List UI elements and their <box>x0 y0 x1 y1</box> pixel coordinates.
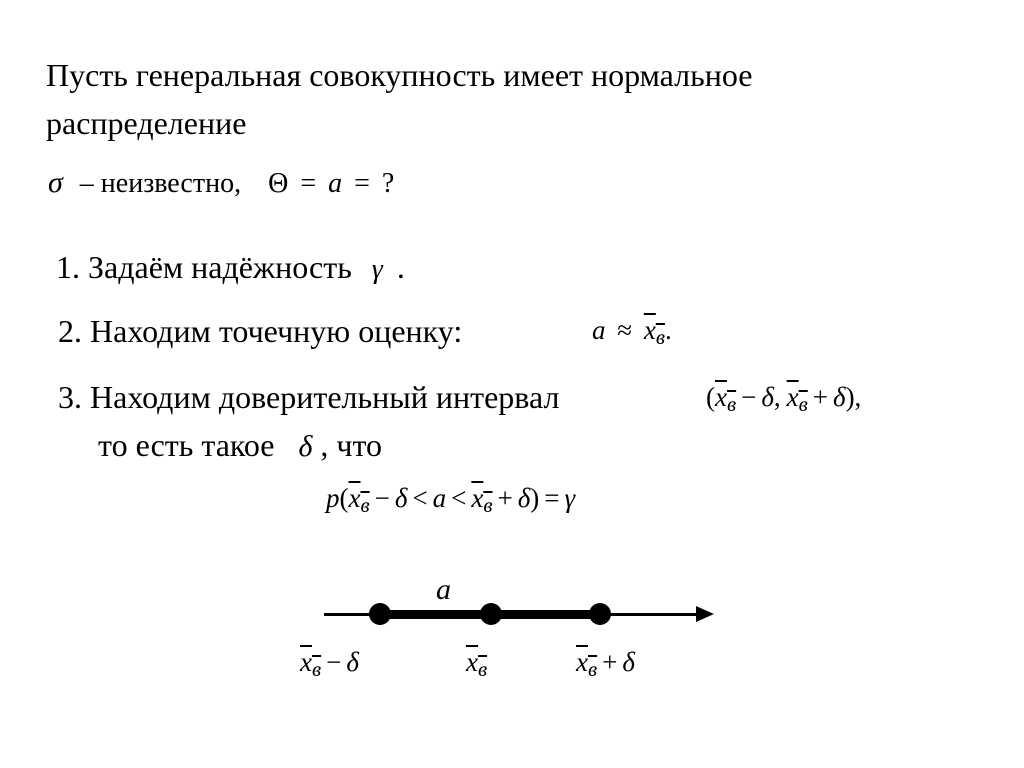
center-dot <box>480 603 502 625</box>
plus-sign: + <box>497 483 513 513</box>
center-label-a: a <box>436 573 451 606</box>
step-1 <box>56 248 405 289</box>
p-symbol: p <box>326 483 340 513</box>
left-endpoint-label <box>300 646 359 680</box>
condition-line <box>48 166 394 201</box>
delta-symbol: δ <box>394 483 408 513</box>
subscript-v: в <box>483 493 493 517</box>
delta-symbol: δ <box>833 382 846 412</box>
subscript-v: в <box>311 657 322 681</box>
sample-mean <box>300 647 322 681</box>
step-3-text: 3. Находим доверительный интервал <box>58 379 560 415</box>
delta-symbol: δ <box>517 483 531 513</box>
plus-sign: + <box>812 382 828 412</box>
x-symbol: x <box>466 647 478 677</box>
subscript-v: в <box>655 325 665 349</box>
open-paren: ( <box>339 483 349 513</box>
left-endpoint-dot <box>369 603 391 625</box>
step-3-line-2 <box>98 426 382 466</box>
minus-sign: − <box>326 647 342 677</box>
confidence-interval-formula <box>706 381 861 415</box>
delta-symbol: δ <box>622 647 635 677</box>
a-symbol: a <box>328 168 343 199</box>
delta-symbol: δ <box>761 382 774 412</box>
subscript-v: в <box>360 493 370 517</box>
gamma-symbol: γ <box>564 483 576 513</box>
question-mark: ? <box>381 168 395 199</box>
x-symbol: x <box>348 483 361 513</box>
plus-sign: + <box>602 647 618 677</box>
right-endpoint-label <box>576 646 635 680</box>
close-paren: ) <box>530 483 540 513</box>
x-symbol: x <box>715 382 727 412</box>
equals-sign: = <box>544 483 560 513</box>
point-estimate-formula <box>592 314 672 348</box>
right-endpoint-dot <box>589 603 611 625</box>
subscript-v: в <box>587 657 598 681</box>
sample-mean <box>471 483 493 517</box>
subscript-v: в <box>798 392 808 416</box>
a-symbol: a <box>592 315 606 345</box>
condition-text: – неизвестно, <box>79 168 242 199</box>
delta-symbol: δ <box>346 647 359 677</box>
sample-mean <box>348 483 370 517</box>
x-symbol: x <box>576 647 588 677</box>
sample-mean <box>643 315 665 349</box>
gamma-symbol: γ <box>371 254 383 285</box>
arrow-right-icon <box>696 606 714 622</box>
a-symbol: a <box>432 483 447 513</box>
less-than-sign: < <box>412 483 428 513</box>
sample-mean <box>466 647 488 681</box>
probability-formula <box>326 482 575 516</box>
less-than-sign: < <box>451 483 467 513</box>
sample-mean <box>715 382 737 416</box>
x-symbol: x <box>300 647 312 677</box>
approx-sign: ≈ <box>617 315 633 345</box>
sigma-symbol: σ <box>48 166 63 199</box>
subscript-v: в <box>726 392 737 416</box>
subscript-v: в <box>477 657 488 681</box>
step-3-line-2-text: то есть такое <box>98 427 275 463</box>
formula-dot: . <box>664 315 672 345</box>
comma: , <box>773 382 781 412</box>
step-2-text: 2. Находим точечную оценку: <box>58 313 463 349</box>
delta-symbol: δ <box>298 430 313 463</box>
intro-line-1: Пусть генеральная совокупность имеет нормальное <box>46 57 753 93</box>
x-symbol: x <box>471 483 484 513</box>
intro-line-2: распределение <box>46 105 247 141</box>
step-1-text: 1. Задаём надёжность <box>56 249 352 285</box>
center-point-label <box>466 646 487 680</box>
step-3-line-2-tail: , что <box>320 427 383 463</box>
equals-sign: = <box>300 168 317 199</box>
close-paren: ), <box>845 382 862 412</box>
minus-sign: − <box>374 483 390 513</box>
sample-mean <box>786 382 808 416</box>
sample-mean <box>576 647 598 681</box>
x-symbol: x <box>786 382 799 412</box>
theta-symbol: Θ <box>268 168 289 199</box>
open-paren: ( <box>706 382 715 412</box>
minus-sign: − <box>741 382 757 412</box>
step-1-dot: . <box>396 249 405 285</box>
x-symbol: x <box>643 315 656 345</box>
equals-sign: = <box>354 168 370 199</box>
